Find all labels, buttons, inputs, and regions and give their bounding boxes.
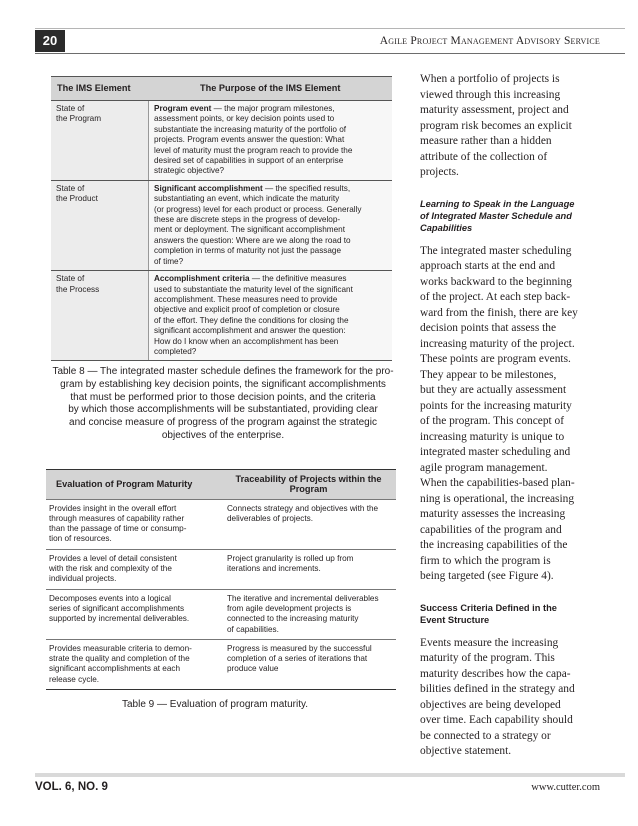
text-line: ward from the finish, there are key: [420, 306, 578, 319]
text-line: attribute of the collection of: [420, 150, 548, 163]
text-line: They appear to be milestones,: [420, 368, 557, 381]
caption-line: that must be performed prior to those decision points, and the criteria: [70, 391, 376, 403]
text-line: over time. Each capability should: [420, 714, 573, 727]
evaluation-cell: [46, 639, 221, 689]
cell-line: iterations and increments.: [227, 564, 321, 574]
evaluation-cell: [46, 499, 221, 549]
cell-line: Provides measurable criteria to demon-: [49, 643, 192, 653]
text-line: agile program management.: [420, 461, 548, 474]
cell-line: Project granularity is rolled up from: [227, 553, 354, 563]
traceability-cell: [221, 589, 396, 639]
text-line: viewed through this increasing: [420, 88, 561, 101]
cell-line: individual projects.: [49, 574, 117, 584]
page-number: 20: [35, 30, 65, 52]
heading-line: Capabilities: [420, 223, 473, 234]
text-line: objective statement.: [420, 745, 512, 758]
cell-line: Provides a level of detail consistent: [49, 553, 177, 563]
cell-line: completion of a series of iterations that: [227, 654, 368, 664]
table-8-col-header-purpose: The Purpose of the IMS Element: [149, 77, 393, 101]
text-line: of the program. This concept of: [420, 415, 565, 428]
text-line: being targeted (see Figure 4).: [420, 570, 554, 583]
purpose-line: substantiating an event, which indicate the maturity: [154, 194, 340, 204]
text-line: When a portfolio of projects is: [420, 73, 560, 85]
purpose-line: of time?: [154, 256, 184, 266]
purpose-line: projects. Program events answer the question: What: [154, 135, 345, 145]
purpose-line: assessment points, or key decision points used to: [154, 114, 335, 124]
purpose-line: objective and explicit proof of completion or closure: [154, 305, 340, 315]
purpose-line: answers the question: Where are we along the road to: [154, 235, 351, 245]
footer-volume: VOL. 6, NO. 9: [35, 781, 108, 793]
purpose-line: level of maturity must the program reach to provide the: [154, 145, 353, 155]
purpose-line: ment or deployment. The significant accomplishment: [154, 225, 345, 235]
cell-line: supported by incremental deliverables.: [49, 614, 190, 624]
purpose-line: — the major program milestones,: [213, 104, 335, 113]
paragraph: [420, 244, 612, 585]
table-row: [51, 271, 392, 361]
purpose-line: completed?: [154, 346, 197, 356]
text-line: When the capabilities-based plan-: [420, 477, 575, 490]
cell-line: deliverables of projects.: [227, 513, 314, 523]
cell-line: release cycle.: [49, 674, 100, 684]
cell-line: connected to the increasing maturity: [227, 614, 359, 624]
heading-line: Event Structure: [420, 615, 490, 626]
ims-term: Accomplishment criteria: [154, 274, 250, 284]
ims-element-line: the Process: [56, 284, 100, 294]
table-8-col-header-element: The IMS Element: [51, 77, 149, 101]
table-9-caption: Table 9 — Evaluation of program maturity.: [122, 699, 309, 710]
cell-line: tion of resources.: [49, 534, 112, 544]
right-column-text: [420, 72, 612, 760]
text-line: measure rather than a hidden: [420, 135, 552, 147]
table-9: [46, 469, 396, 690]
text-line: decision points that assess the: [420, 322, 557, 335]
ims-element-cell: [51, 180, 149, 270]
ims-element-cell: [51, 101, 149, 181]
cell-line: through measures of capability rather: [49, 513, 185, 523]
section-heading: [420, 198, 612, 235]
evaluation-cell: [46, 589, 221, 639]
footer-rule: [35, 773, 625, 777]
text-line: bilities defined in the strategy and: [420, 683, 575, 696]
text-line: maturity assessment, project and: [420, 104, 569, 116]
caption-line: and concise measure of progress of the program against the strategic: [69, 417, 377, 429]
text-line: approach starts at the end and: [420, 260, 556, 273]
header-rule: [35, 53, 625, 54]
text-line: The integrated master scheduling: [420, 244, 572, 257]
cell-line: of capabilities.: [227, 624, 279, 634]
ims-element-line: State of: [56, 104, 85, 113]
cell-line: produce value: [227, 664, 279, 674]
table-8-header-row: [51, 77, 392, 101]
traceability-cell: [221, 499, 396, 549]
cell-line: Connects strategy and objectives with the: [227, 503, 379, 513]
purpose-line: How do I know when an accomplishment has been: [154, 336, 339, 346]
text-line: maturity describes how the capa-: [420, 667, 571, 680]
cell-line: The iterative and incremental deliverables: [227, 593, 379, 603]
text-line: increasing maturity is unique to: [420, 430, 565, 443]
purpose-line: strategic objective?: [154, 166, 225, 176]
caption-line: by which those accomplishments will be substantiated, providing clear: [68, 404, 378, 416]
purpose-line: substantiate the increasing maturity of the portfolio of: [154, 124, 347, 134]
purpose-line: used to substantiate the maturity level of the significant: [154, 284, 353, 294]
footer-url: www.cutter.com: [531, 782, 600, 793]
running-header-title: Agile Project Management Advisory Service: [379, 35, 600, 47]
text-line: capabilities of the program and: [420, 523, 562, 536]
table-8: [51, 76, 392, 361]
cell-line: Progress is measured by the successful: [227, 643, 372, 653]
purpose-line: accomplishment. These measures need to provide: [154, 294, 338, 304]
ims-purpose-cell: [149, 271, 393, 361]
traceability-cell: [221, 639, 396, 689]
ims-element-line: State of: [56, 183, 85, 193]
purpose-line: completion in terms of maturity not just the passage: [154, 246, 342, 256]
cell-line: from agile development projects is: [227, 603, 352, 613]
table-row: [46, 639, 396, 689]
purpose-line: (or progress) level for each product or process. Generally: [154, 204, 362, 214]
purpose-line: of the effort. They define the conditions for closing the: [154, 315, 349, 325]
purpose-line: desired set of capabilities in support of an enterprise: [154, 156, 344, 166]
cell-line: than the passage of time or consump-: [49, 524, 187, 534]
cell-line: with the risk and complexity of the: [49, 564, 172, 574]
text-line: be connected to a strategy or: [420, 729, 551, 742]
table-9-col-header-evaluation: Evaluation of Program Maturity: [46, 470, 221, 500]
text-line: firm to which the program is: [420, 554, 551, 567]
heading-line: of Integrated Master Schedule and: [420, 210, 572, 221]
purpose-line: significant accomplishment and answer the question:: [154, 326, 346, 336]
header-top-rule: [35, 28, 625, 29]
table-9-col-header-traceability: Traceability of Projects within the Program: [221, 470, 396, 500]
purpose-line: — the specified results,: [265, 183, 351, 193]
cell-line: significant accomplishments at each: [49, 664, 181, 674]
traceability-cell: [221, 549, 396, 589]
table-row: [46, 589, 396, 639]
text-line: Events measure the increasing: [420, 636, 559, 649]
ims-purpose-cell: [149, 180, 393, 270]
text-line: of the project. At each step back-: [420, 291, 571, 304]
table-9-header-row: [46, 470, 396, 500]
ims-element-line: the Product: [56, 194, 98, 204]
text-line: increasing maturity of the project.: [420, 337, 575, 350]
text-line: maturity assesses the increasing: [420, 508, 566, 521]
ims-term: Significant accomplishment: [154, 183, 263, 193]
text-line: but they are actually assessment: [420, 384, 567, 397]
ims-element-cell: [51, 271, 149, 361]
caption-line: Table 8 — The integrated master schedule defines the framework for the pro-: [52, 366, 394, 377]
purpose-line: — the definitive measures: [251, 274, 347, 284]
heading-line: Learning to Speak in the Language: [420, 198, 575, 209]
table-8-caption: [40, 366, 406, 443]
text-line: These points are program events.: [420, 353, 571, 366]
cell-line: strate the quality and completion of the: [49, 654, 190, 664]
paragraph: [420, 72, 612, 181]
table-row: [51, 180, 392, 270]
ims-element-line: the Program: [56, 114, 102, 124]
text-line: points for the increasing maturity: [420, 399, 572, 412]
text-line: maturity of the program. This: [420, 652, 555, 665]
evaluation-cell: [46, 549, 221, 589]
text-line: the increasing capabilities of the: [420, 539, 568, 552]
ims-term: Program event: [154, 104, 212, 113]
purpose-line: these are discrete steps in the progress of develop-: [154, 215, 341, 225]
text-line: integrated master scheduling and: [420, 446, 571, 459]
text-line: projects.: [420, 166, 459, 178]
caption-line: gram by establishing key decision points, the significant accomplishments: [60, 378, 386, 390]
caption-line: objectives of the enterprise.: [161, 429, 285, 441]
paragraph: [420, 636, 612, 760]
ims-purpose-cell: [149, 101, 393, 181]
table-row: [46, 499, 396, 549]
heading-line: Success Criteria Defined in the: [420, 602, 557, 613]
text-line: works backward to the beginning: [420, 275, 572, 288]
cell-line: series of significant accomplishments: [49, 603, 185, 613]
text-line: ning is operational, the increasing: [420, 492, 575, 505]
text-line: objectives are being developed: [420, 698, 561, 711]
section-heading: [420, 602, 612, 627]
cell-line: Provides insight in the overall effort: [49, 503, 177, 513]
text-line: program risk becomes an explicit: [420, 119, 572, 132]
cell-line: Decomposes events into a logical: [49, 593, 171, 603]
ims-element-line: State of: [56, 274, 85, 284]
table-row: [46, 549, 396, 589]
table-row: [51, 101, 392, 181]
